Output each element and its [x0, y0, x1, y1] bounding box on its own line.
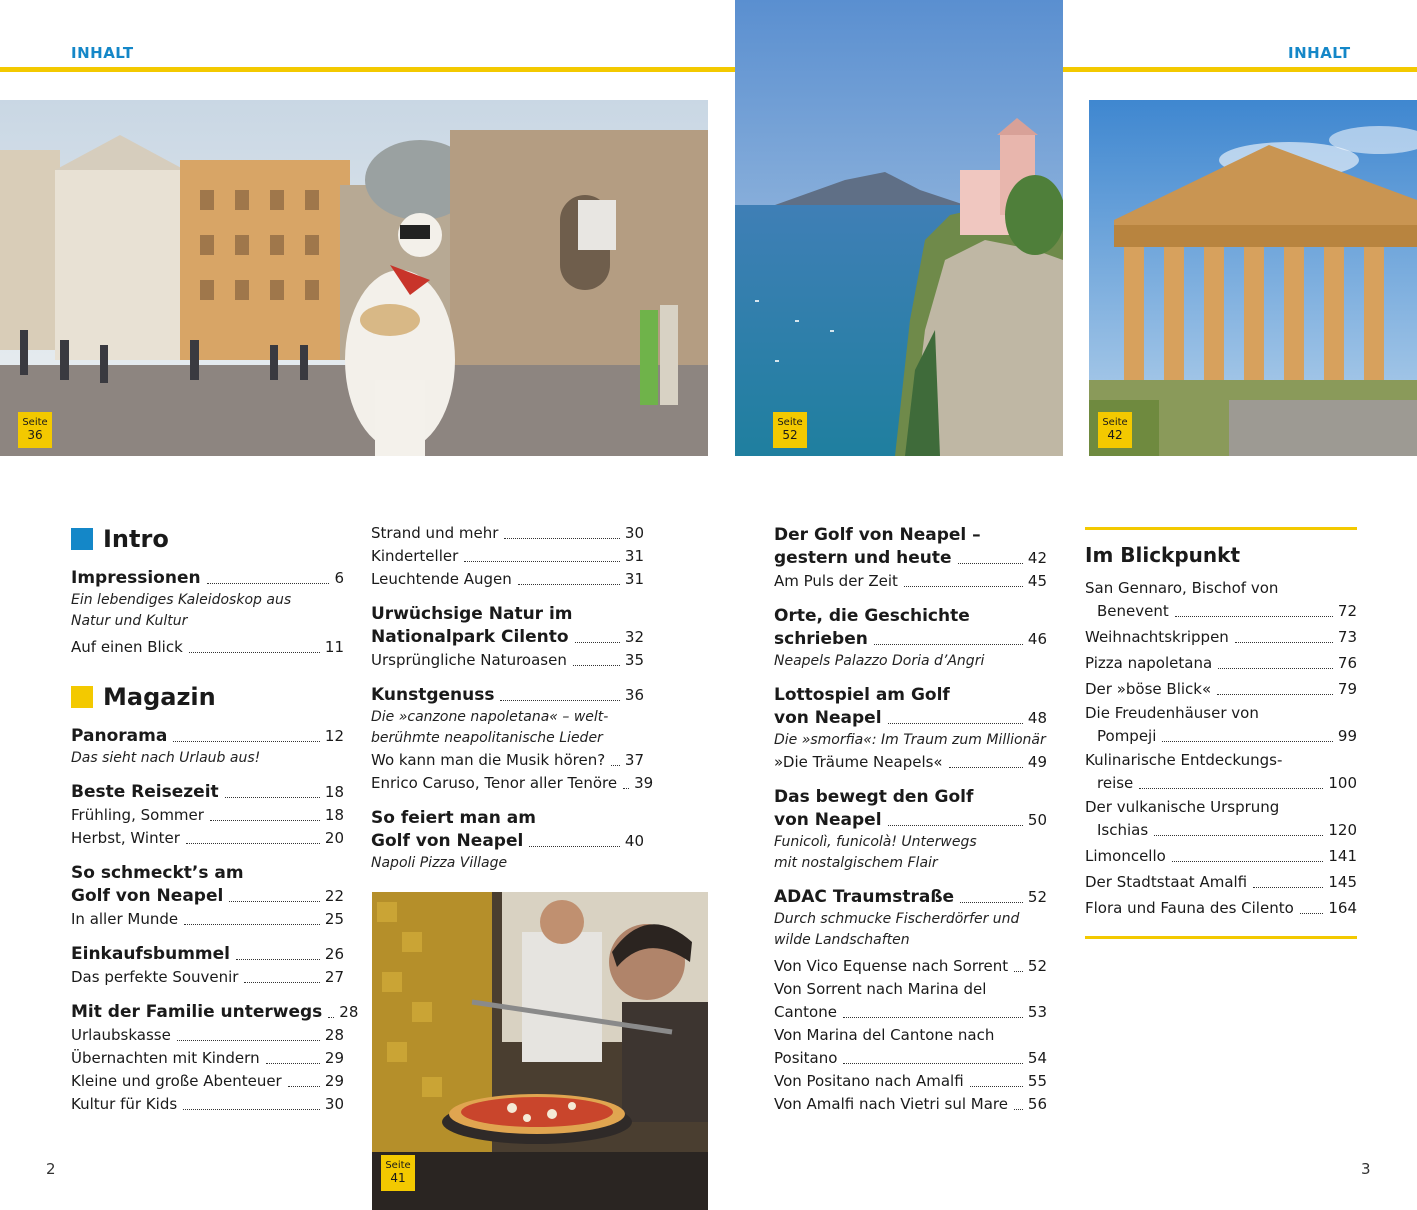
page-number-right: 3	[1361, 1160, 1371, 1178]
toc-entry-fruehling[interactable]: Frühling, Sommer 18	[71, 806, 344, 824]
seite-badge-42: Seite 42	[1098, 412, 1132, 448]
blickpunkt-title: Im Blickpunkt	[1085, 543, 1241, 567]
magazin-marker	[71, 686, 93, 708]
toc-column-blickpunkt	[1085, 543, 1357, 920]
section-header-right: INHALT	[1288, 44, 1351, 62]
toc-entry-sorrent[interactable]: Cantone 53	[774, 1003, 1047, 1021]
toc-entry-limoncello[interactable]: Limoncello 141	[1085, 847, 1357, 865]
toc-entry-strand[interactable]: Strand und mehr 30	[371, 524, 644, 542]
intro-marker	[71, 528, 93, 550]
toc-entry-uebernachten[interactable]: Übernachten mit Kindern 29	[71, 1049, 344, 1067]
toc-entry-caruso[interactable]: Enrico Caruso, Tenor aller Tenöre 39	[371, 774, 654, 792]
toc-subtitle: Die »smorfia«: Im Traum zum Millionär	[774, 732, 1046, 748]
toc-column-3	[774, 512, 1047, 1116]
toc-entry-beste-reisezeit[interactable]: Beste Reisezeit 18	[71, 782, 344, 802]
toc-entry-gestern-heute[interactable]: gestern und heute 42	[774, 548, 1047, 568]
seite-badge-52: Seite 52	[773, 412, 807, 448]
toc-entry-blick[interactable]: Der »böse Blick« 79	[1085, 680, 1357, 698]
toc-entry-herbst[interactable]: Herbst, Winter 20	[71, 829, 344, 847]
toc-entry-flora[interactable]: Flora und Fauna des Cilento 164	[1085, 899, 1357, 917]
toc-subtitle: Durch schmucke Fischerdörfer und	[774, 911, 1020, 927]
toc-entry-stadtstaat[interactable]: Der Stadtstaat Amalfi 145	[1085, 873, 1357, 891]
section-header-left: INHALT	[71, 44, 134, 62]
toc-entry-line: Der vulkanische Ursprung	[1085, 798, 1280, 816]
toc-entry-bewegt[interactable]: von Neapel 50	[774, 810, 1047, 830]
toc-entry-positano[interactable]: Von Positano nach Amalfi 55	[774, 1072, 1047, 1090]
toc-entry-heading: Orte, die Geschichte	[774, 606, 970, 626]
photo-pizza-oven	[372, 892, 708, 1210]
toc-entry-line: Die Freudenhäuser von	[1085, 704, 1259, 722]
toc-entry-heading: Das bewegt den Golf	[774, 787, 974, 807]
toc-entry-souvenir[interactable]: Das perfekte Souvenir 27	[71, 968, 344, 986]
toc-subtitle: Funicolì, funicolà! Unterwegs	[774, 834, 977, 850]
toc-entry-heading: Urwüchsige Natur im	[371, 604, 573, 624]
blickpunkt-rule-top	[1085, 527, 1357, 530]
toc-entry-traeume[interactable]: »Die Träume Neapels« 49	[774, 753, 1047, 771]
toc-entry-einkaufsbummel[interactable]: Einkaufsbummel 26	[71, 944, 344, 964]
toc-entry-puls[interactable]: Am Puls der Zeit 45	[774, 572, 1047, 590]
section-magazin	[71, 677, 344, 717]
toc-entry-kinderteller[interactable]: Kinderteller 31	[371, 547, 644, 565]
toc-entry-adac[interactable]: ADAC Traumstraße 52	[774, 887, 1047, 907]
toc-entry-line: Kulinarische Entdeckungs-	[1085, 751, 1283, 769]
toc-subtitle: Die »canzone napoletana« – welt-	[371, 709, 609, 725]
section-title-intro: Intro	[103, 525, 169, 553]
toc-entry-kunstgenuss[interactable]: Kunstgenuss 36	[371, 685, 644, 705]
toc-entry-gennaro[interactable]: Benevent 72	[1097, 602, 1357, 620]
toc-subtitle: Neapels Palazzo Doria d’Angri	[774, 653, 985, 669]
header-rule-right	[1063, 67, 1417, 72]
toc-subtitle: mit nostalgischem Flair	[774, 855, 938, 871]
toc-entry-line: San Gennaro, Bischof von	[1085, 579, 1279, 597]
toc-entry-pompeji[interactable]: Pompeji 99	[1097, 727, 1357, 745]
toc-entry-golf-von-neapel[interactable]: Golf von Neapel 22	[71, 886, 344, 906]
toc-entry-heading: Der Golf von Neapel –	[774, 525, 981, 545]
toc-entry-ischias[interactable]: Ischias 120	[1097, 821, 1357, 839]
toc-column-2	[371, 522, 654, 874]
page-number-left: 2	[46, 1160, 56, 1178]
toc-entry-feiert[interactable]: Golf von Neapel 40	[371, 831, 644, 851]
toc-entry-impressionen[interactable]: Impressionen 6	[71, 568, 344, 588]
toc-column-1	[71, 519, 359, 1116]
toc-entry-auf-einen-blick[interactable]: Auf einen Blick 11	[71, 638, 344, 656]
photo-naples-piazza	[0, 100, 708, 456]
toc-subtitle: wilde Landschaften	[774, 932, 910, 948]
photo-paestum-temple	[1089, 100, 1417, 456]
section-title-magazin: Magazin	[103, 683, 216, 711]
toc-entry-cilento[interactable]: Nationalpark Cilento 32	[371, 627, 644, 647]
toc-entry-lotto[interactable]: von Neapel 48	[774, 708, 1047, 728]
toc-entry-amalfi[interactable]: Von Amalfi nach Vietri sul Mare 56	[774, 1095, 1047, 1113]
toc-subtitle: Das sieht nach Urlaub aus!	[71, 750, 261, 766]
section-intro	[71, 519, 344, 559]
seite-badge-36: Seite 36	[18, 412, 52, 448]
toc-entry-panorama[interactable]: Panorama 12	[71, 726, 344, 746]
blickpunkt-rule-bottom	[1085, 936, 1357, 939]
toc-entry-line: Von Marina del Cantone nach	[774, 1026, 995, 1044]
toc-entry-heading: So feiert man am	[371, 808, 536, 828]
toc-entry-krippen[interactable]: Weihnachtskrippen 73	[1085, 628, 1357, 646]
header-rule-left	[0, 67, 735, 72]
toc-entry-augen[interactable]: Leuchtende Augen 31	[371, 570, 644, 588]
toc-entry-heading: Lottospiel am Golf	[774, 685, 950, 705]
toc-entry-kids[interactable]: Kultur für Kids 30	[71, 1095, 344, 1113]
toc-entry-pizza[interactable]: Pizza napoletana 76	[1085, 654, 1357, 672]
toc-subtitle: Napoli Pizza Village	[371, 855, 508, 871]
photo-sorrento-coast	[735, 0, 1063, 456]
toc-entry-urlaubskasse[interactable]: Urlaubskasse 28	[71, 1026, 344, 1044]
toc-entry-naturoasen[interactable]: Ursprüngliche Naturoasen 35	[371, 651, 644, 669]
toc-entry-vico[interactable]: Von Vico Equense nach Sorrent 52	[774, 957, 1047, 975]
toc-subtitle: berühmte neapolitanische Lieder	[371, 730, 603, 746]
toc-subtitle: Natur und Kultur	[71, 613, 188, 629]
toc-entry-aller-munde[interactable]: In aller Munde 25	[71, 910, 344, 928]
toc-entry-kulinarisch[interactable]: reise 100	[1097, 774, 1357, 792]
seite-badge-41: Seite 41	[381, 1155, 415, 1191]
toc-entry-orte[interactable]: schrieben 46	[774, 629, 1047, 649]
toc-entry-line: Von Sorrent nach Marina del	[774, 980, 987, 998]
toc-entry-heading: So schmeckt’s am	[71, 863, 244, 883]
toc-entry-marina[interactable]: Positano 54	[774, 1049, 1047, 1067]
toc-subtitle: Ein lebendiges Kaleidoskop aus	[71, 592, 292, 608]
toc-entry-familie[interactable]: Mit der Familie unterwegs 28	[71, 1002, 359, 1022]
toc-entry-abenteuer[interactable]: Kleine und große Abenteuer 29	[71, 1072, 344, 1090]
toc-entry-musik[interactable]: Wo kann man die Musik hören? 37	[371, 751, 644, 769]
